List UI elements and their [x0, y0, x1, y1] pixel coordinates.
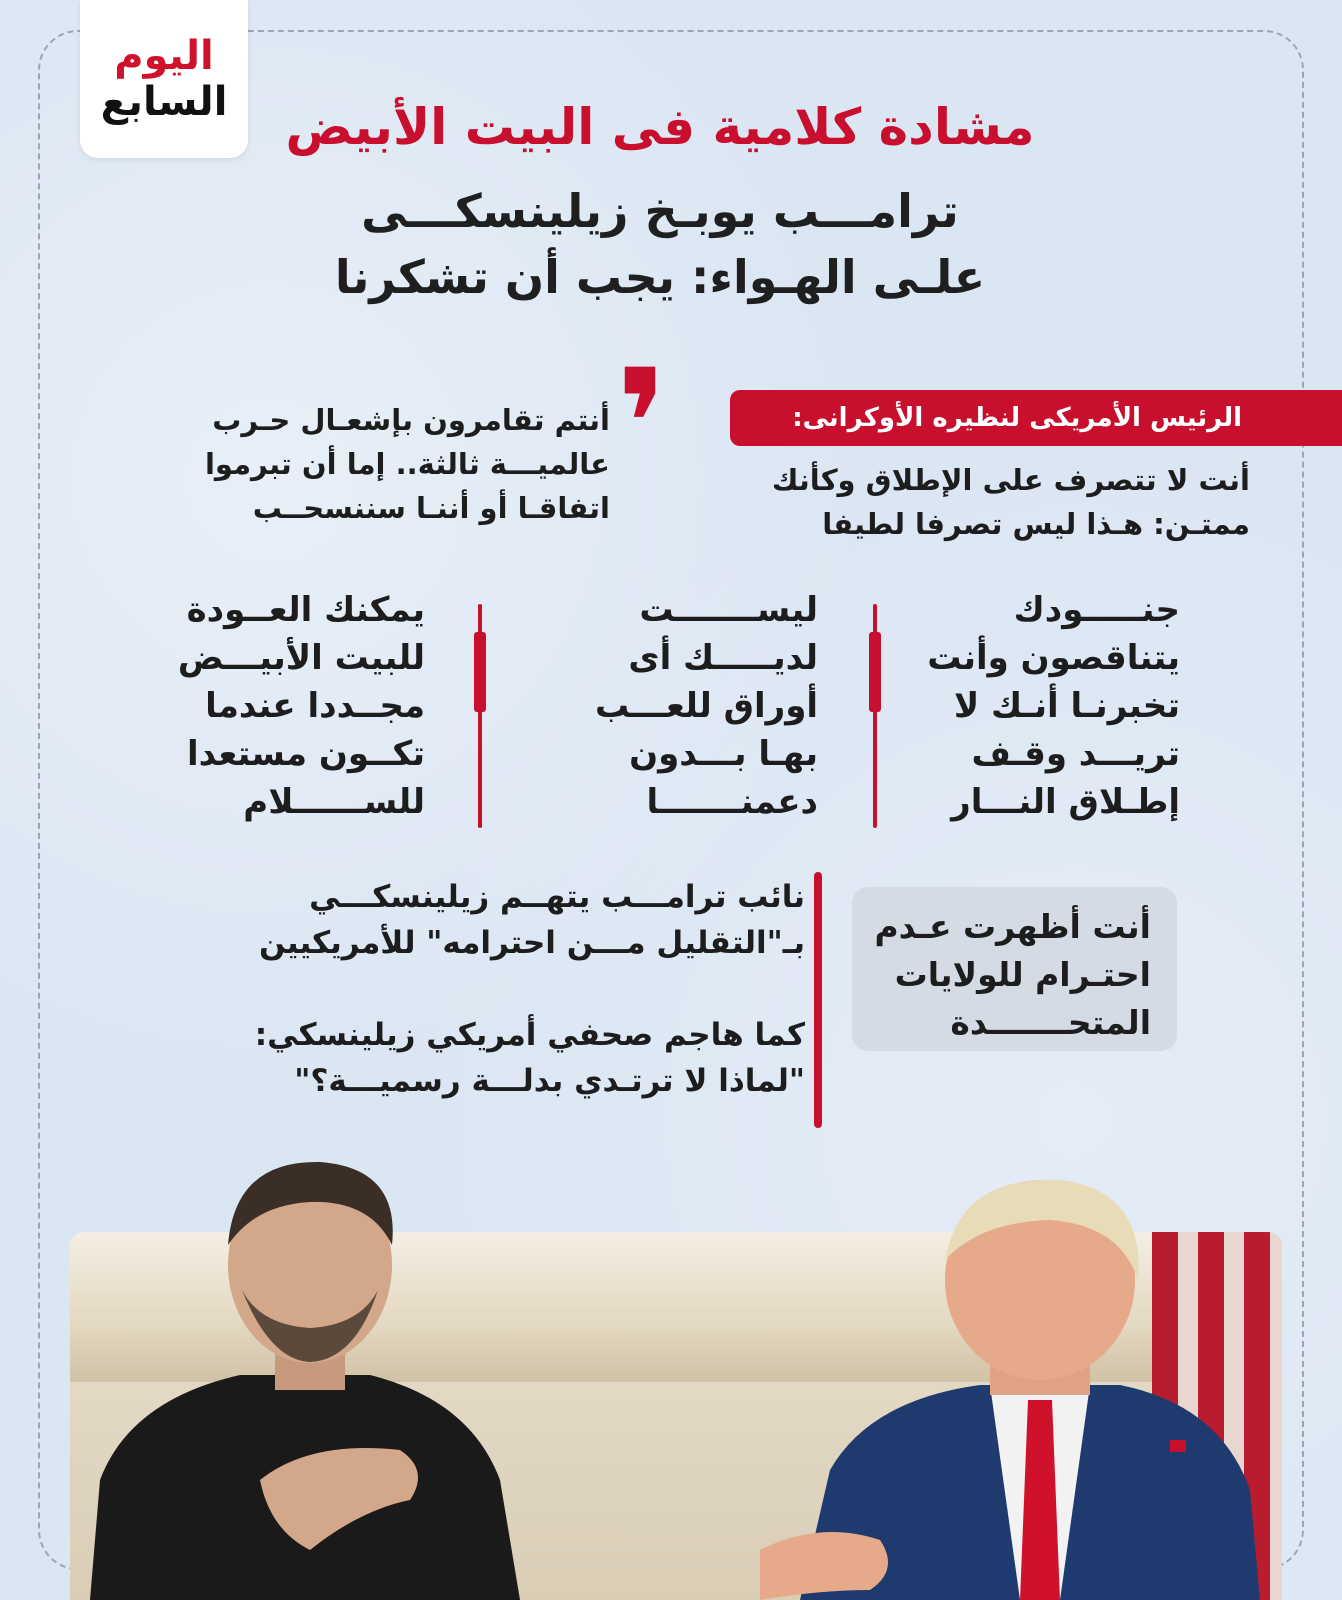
column-3-line: تكــون مستعدا: [187, 734, 425, 774]
person-right-illustration: [760, 1170, 1260, 1600]
person-left-illustration: [70, 1150, 540, 1600]
vice-line-1: نائب ترامـــب يتهــم زيلينسكـــي: [309, 879, 805, 915]
column-2-line: أوراق للعـــب: [595, 686, 818, 726]
quote-right-line-1: أنت لا تتصرف على الإطلاق وكأنك: [771, 463, 1250, 497]
page-subtitle: [280, 178, 1040, 310]
quote-left: [150, 398, 610, 530]
column-2-line: لديـــــك أى: [628, 638, 818, 678]
column-3-line: يمكنك العــودة: [186, 590, 425, 630]
column-divider: [478, 604, 482, 828]
page-title: مشادة كلامية فى البيت الأبيض: [285, 98, 1035, 156]
quote-left-line-2: عالميـــة ثالثة.. إما أن تبرموا: [204, 447, 610, 481]
column-3-line: مجــددا عندما: [205, 686, 425, 726]
statement-column-2: [548, 586, 818, 826]
column-2-line: ليســـــــت: [639, 590, 818, 630]
quote-left-line-3: اتفاقـا أو أننـا سننسحــب: [252, 491, 610, 525]
column-1-line: تريـــد وقـف: [971, 734, 1180, 774]
logo: [80, 0, 248, 158]
column-2-line: دعمنـــــــا: [646, 782, 818, 822]
section-divider: [814, 872, 822, 1128]
column-3-line: للبيت الأبيـــض: [177, 638, 425, 678]
box-line-1: أنت أظهرت عـدم: [874, 907, 1151, 946]
box-line-2: احتـرام للولايات: [894, 955, 1151, 994]
statement-column-1: [910, 586, 1180, 826]
column-1-line: تخبرنـا أنـك لا: [953, 686, 1180, 726]
column-1-line: إطـلاق النـــار: [951, 782, 1180, 822]
box-line-3: المتحـــــــدة: [950, 1003, 1151, 1042]
subtitle-line-1: ترامـــب يوبـخ زيلينسكـــى: [361, 184, 959, 238]
subtitle-line-2: علـى الهـواء: يجب أن تشكرنا: [334, 250, 986, 304]
logo-line-2: السابع: [100, 79, 228, 125]
logo-line-1: اليوم: [114, 33, 214, 79]
vice-line-2: بـ"التقليل مـــن احترامه" للأمريكيين: [258, 925, 805, 961]
statement-column-3: [155, 586, 425, 826]
vice-statement: [195, 874, 805, 966]
journalist-line-2: "لماذا لا ترتـدي بدلـــة رسميـــة؟": [294, 1063, 805, 1099]
quote-mark-icon: ❜: [615, 338, 668, 512]
column-1-line: يتناقصون وأنت: [927, 638, 1180, 678]
journalist-line-1: كما هاجم صحفي أمريكي زيلينسكي:: [254, 1017, 805, 1053]
quote-right-line-2: ممتـن: هـذا ليس تصرفا لطيفا: [822, 507, 1250, 541]
column-1-line: جنـــــودك: [1013, 590, 1180, 630]
section-label: الرئيس الأمريكى لنظيره الأوكرانى:: [730, 390, 1342, 446]
column-divider: [873, 604, 877, 828]
highlight-box: [852, 887, 1177, 1051]
column-3-line: للســــــلام: [243, 782, 425, 822]
quote-right: [710, 458, 1250, 546]
journalist-statement: [195, 1012, 805, 1104]
quote-left-line-1: أنتم تقامرون بإشعـال حـرب: [212, 403, 610, 437]
column-2-line: بهـا بـــدون: [629, 734, 818, 774]
